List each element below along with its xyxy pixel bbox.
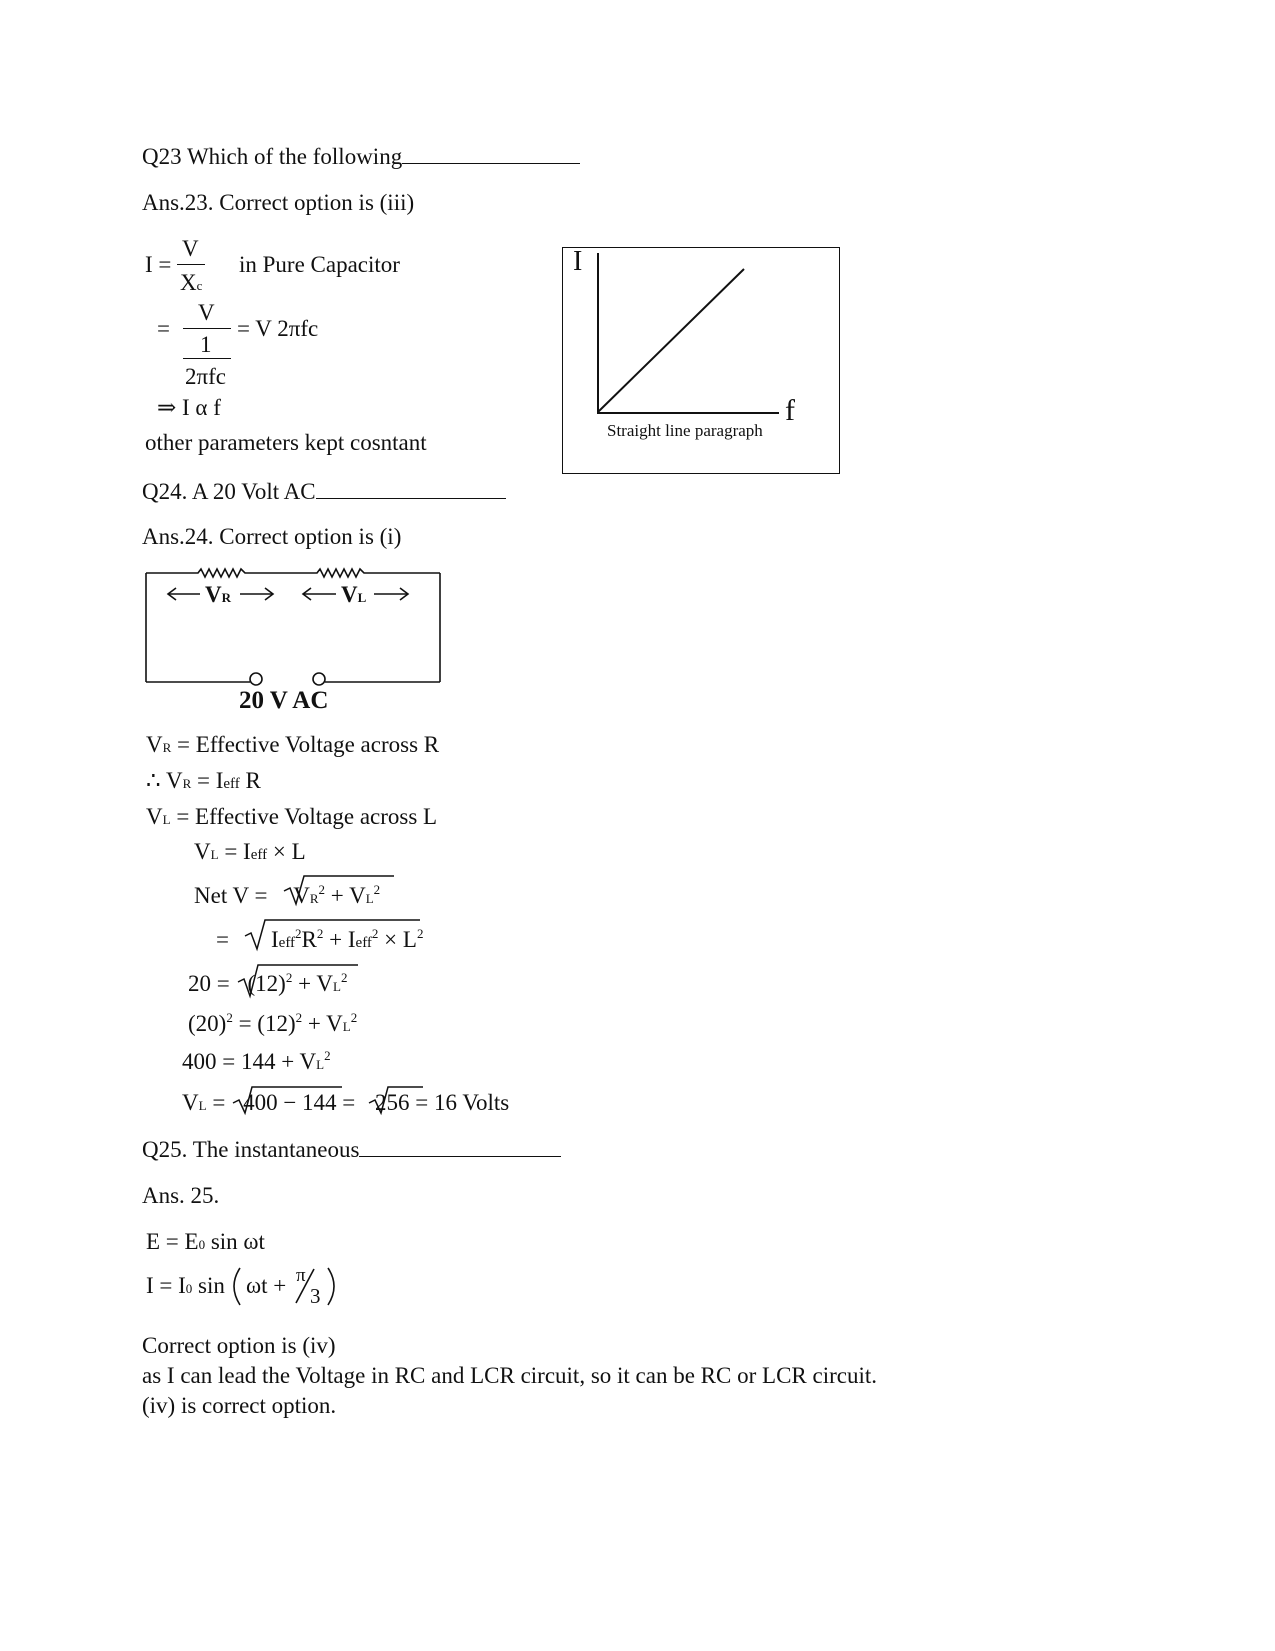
- net-v-expanded: = $Ieff^2R^2$ + Ieff$^2$ × $L^2$: [216, 926, 424, 952]
- implies-proportional: ⇒ I α f: [157, 395, 221, 420]
- q25-correct-option: Correct option is (iv): [142, 1333, 336, 1358]
- eq-note-capacitor: in Pure Capacitor: [239, 252, 400, 277]
- source-label: 20 V AC: [239, 687, 329, 714]
- q24-answer: Ans.24. Correct option is (i): [142, 524, 402, 549]
- eq-current-lhs: I =: [145, 252, 172, 277]
- vl-equation: VL = Ieff × L: [194, 839, 306, 864]
- equation-step-3: $400 = 144 + VL^2$: [182, 1048, 331, 1074]
- graph-caption: Straight line paragraph: [607, 421, 763, 440]
- right-paren: [328, 1268, 334, 1305]
- emf-equation: E = E0 sin ωt: [146, 1229, 265, 1254]
- eq2-inner-numerator: 1: [200, 332, 212, 357]
- q23-answer: Ans.23. Correct option is (iii): [142, 190, 415, 215]
- eq2-numerator: V: [198, 300, 215, 325]
- equation-step-2: $(20)^2 = (12)^2 + VL^2$: [188, 1010, 358, 1036]
- vl-definition: VL = Effective Voltage across L: [146, 804, 438, 829]
- vl-label: VL: [341, 582, 367, 607]
- q25-explanation: as I can lead the Voltage in RC and LCR circuit, so it can be RC or LCR circuit.: [142, 1363, 878, 1388]
- eq2-rhs: = V 2πfc: [237, 316, 319, 341]
- graph-y-label: I: [573, 246, 583, 277]
- q23-question: Q23 Which of the following: [142, 145, 580, 168]
- eq2-inner-denominator: 2πfc: [185, 364, 226, 389]
- vr-label: VR: [205, 582, 232, 607]
- q25-final: (iv) is correct option.: [142, 1393, 337, 1418]
- eq2-equals: =: [157, 316, 170, 341]
- graph-x-label: f: [785, 394, 795, 427]
- current-equation: I = I0 sin: [146, 1273, 225, 1298]
- q25-question: Q25. The instantaneous: [142, 1138, 561, 1161]
- fraction-denominator: Xc: [180, 270, 203, 295]
- net-v-equation: Net $V = VR^2 + VL^2$: [194, 882, 381, 908]
- q25-answer: Ans. 25.: [142, 1183, 220, 1208]
- fraction-numerator: V: [182, 236, 199, 261]
- current-equation-inner: ωt +: [246, 1273, 287, 1298]
- vr-equation: ∴ VR = Ieff R: [146, 768, 261, 793]
- three-symbol: 3: [310, 1284, 321, 1308]
- q23-note: other parameters kept cosntant: [145, 430, 427, 455]
- equation-step-4: VL = 400 − 144 = 256 = 16 Volts: [182, 1090, 510, 1115]
- q24-question: Q24. A 20 Volt AC: [142, 480, 506, 503]
- equation-step-1: $20 = (12)^2 + VL^2$: [188, 970, 348, 996]
- vr-definition: VR = Effective Voltage across R: [146, 732, 440, 757]
- pi-symbol: π: [296, 1265, 306, 1286]
- left-paren: [234, 1268, 240, 1305]
